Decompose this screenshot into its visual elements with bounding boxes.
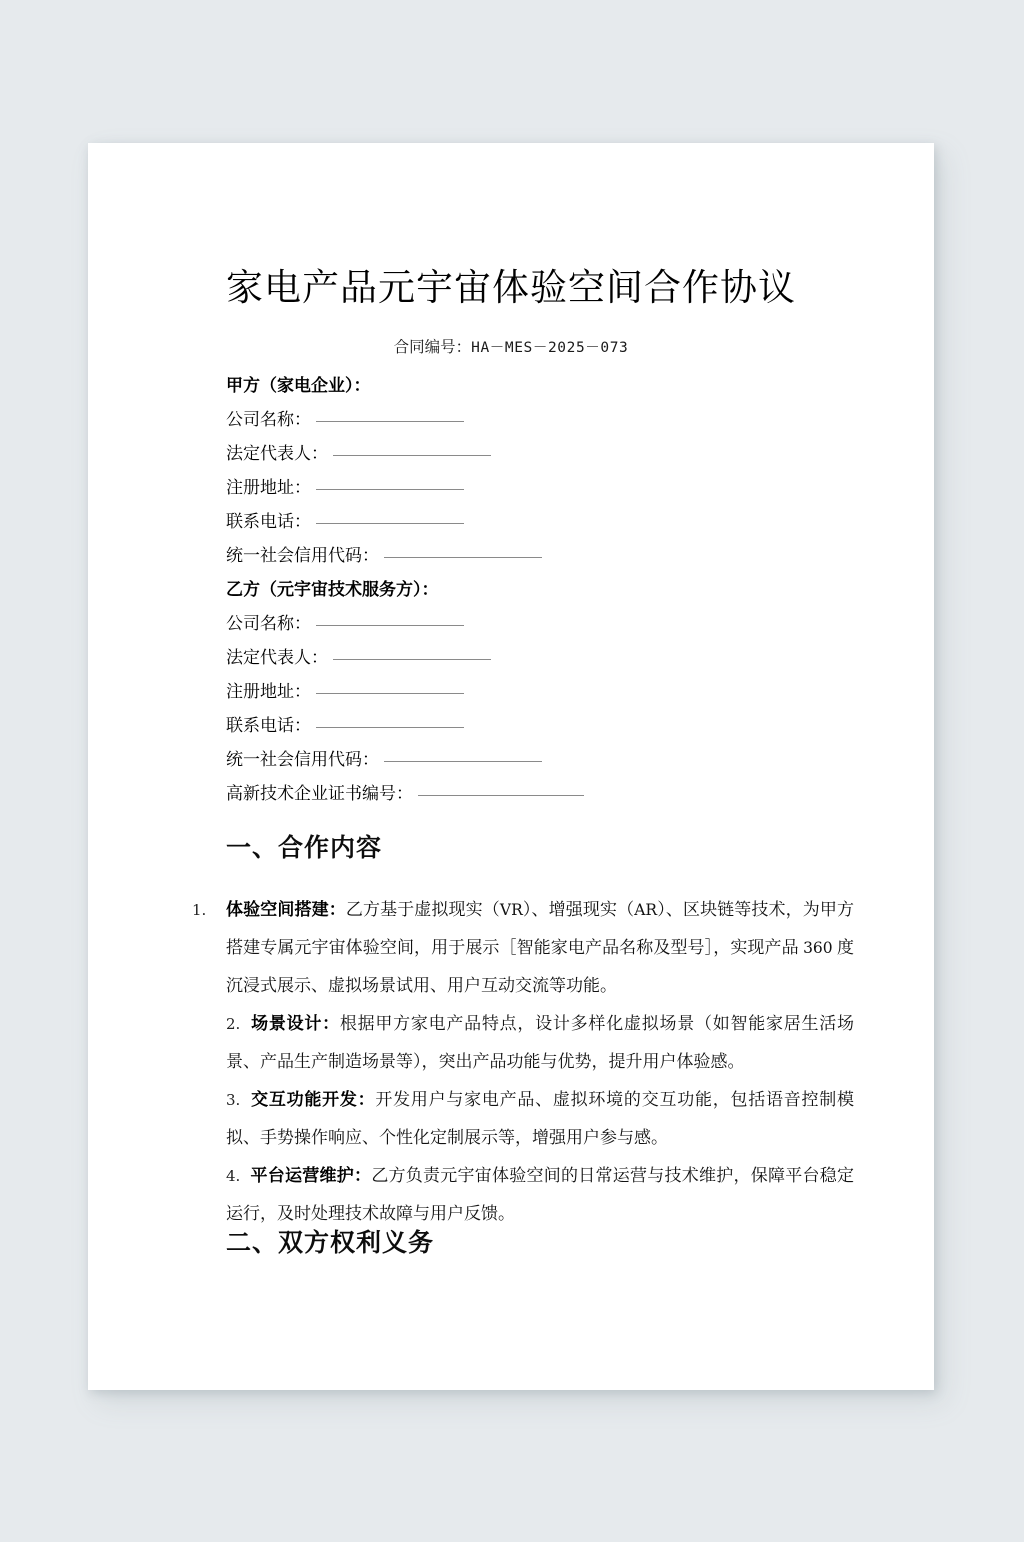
document-page (88, 143, 934, 1390)
field-label: 注册地址： (226, 478, 311, 497)
clause-list (192, 891, 855, 1233)
party-a-field-registered-address[interactable] (226, 471, 854, 505)
party-b-field-registered-address[interactable] (226, 675, 854, 709)
party-a-field-legal-representative[interactable] (226, 437, 854, 471)
field-blank-line[interactable] (316, 693, 464, 694)
field-blank-line[interactable] (333, 455, 491, 456)
field-label: 联系电话： (226, 512, 311, 531)
field-blank-line[interactable] (316, 625, 464, 626)
contract-number-value: HA－MES－2025－073 (471, 340, 629, 356)
parties-section (226, 369, 854, 811)
party-b-field-hightech-certificate-number[interactable] (226, 777, 854, 811)
contract-number (88, 339, 934, 358)
field-blank-line[interactable] (316, 523, 464, 524)
clause-item-3 (226, 1081, 854, 1157)
clause-number: 4. (226, 1167, 241, 1185)
clause-term: 平台运营维护： (250, 1166, 372, 1185)
field-blank-line[interactable] (384, 557, 542, 558)
clause-body-segment: 度沉浸式展示、虚拟场景试用、用户互动交流等功能。 (226, 938, 855, 995)
party-b-field-contact-phone[interactable] (226, 709, 854, 743)
clause-body-latin: AR (634, 901, 658, 919)
field-label: 高新技术企业证书编号： (226, 784, 413, 803)
clause-body-latin: 360 (803, 939, 833, 957)
clause-body-segment: 乙方基于虚拟现实（ (345, 900, 500, 919)
field-label: 法定代表人： (226, 444, 328, 463)
clause-item-1 (192, 891, 855, 1005)
field-blank-line[interactable] (333, 659, 491, 660)
clause-number: 2. (226, 1015, 241, 1033)
section-heading-rights-obligations: 二、双方权利义务 (226, 1228, 435, 1257)
field-label: 联系电话： (226, 716, 311, 735)
field-blank-line[interactable] (384, 761, 542, 762)
field-blank-line[interactable] (316, 727, 464, 728)
field-label: 统一社会信用代码： (226, 750, 379, 769)
clause-body-segment: ）、增强现实（ (522, 900, 635, 919)
clause-number: 3. (226, 1091, 241, 1109)
party-b-heading: 乙方（元宇宙技术服务方）： (226, 580, 439, 599)
clause-item-2 (226, 1005, 854, 1081)
field-label: 注册地址： (226, 682, 311, 701)
clause-term: 体验空间搭建： (226, 900, 346, 919)
clause-body-latin: VR (499, 901, 523, 919)
field-blank-line[interactable] (418, 795, 584, 796)
field-label: 法定代表人： (226, 648, 328, 667)
clause-number: 1. (192, 901, 207, 919)
party-a-heading: 甲方（家电企业）： (226, 376, 371, 395)
field-label: 统一社会信用代码： (226, 546, 379, 565)
clause-body: 开发用户与家电产品、虚拟环境的交互功能，包括语音控制模拟、手势操作响应、个性化定制展示等，增强用户参与感。 (226, 1090, 855, 1147)
contract-number-label: 合同编号： (393, 339, 472, 356)
field-blank-line[interactable] (316, 489, 464, 490)
clause-body-segment: ）、区块链等技术，为甲方搭建专属元宇宙体验空间，用于展示［智能家电产品名称及型号］，实现产品 (226, 900, 855, 957)
clause-body: 根据甲方家电产品特点，设计多样化虚拟场景（如智能家居生活场景、产品生产制造场景等），突出产品功能与优势，提升用户体验感。 (226, 1014, 855, 1071)
party-b-field-credit-code[interactable] (226, 743, 854, 777)
clause-item-4 (226, 1157, 854, 1233)
page-title: 家电产品元宇宙体验空间合作协议 (226, 268, 796, 309)
party-a-field-company-name[interactable] (226, 403, 854, 437)
field-blank-line[interactable] (316, 421, 464, 422)
clause-term: 交互功能开发： (250, 1090, 376, 1109)
party-a-field-contact-phone[interactable] (226, 505, 854, 539)
field-label: 公司名称： (226, 614, 311, 633)
clause-term: 场景设计： (250, 1014, 340, 1033)
field-label: 公司名称： (226, 410, 311, 429)
clause-body: 乙方负责元宇宙体验空间的日常运营与技术维护，保障平台稳定运行，及时处理技术故障与用户反馈。 (226, 1166, 855, 1223)
party-b-field-legal-representative[interactable] (226, 641, 854, 675)
section-heading-cooperation-content: 一、合作内容 (226, 833, 383, 862)
party-b-field-company-name[interactable] (226, 607, 854, 641)
party-a-field-credit-code[interactable] (226, 539, 854, 573)
